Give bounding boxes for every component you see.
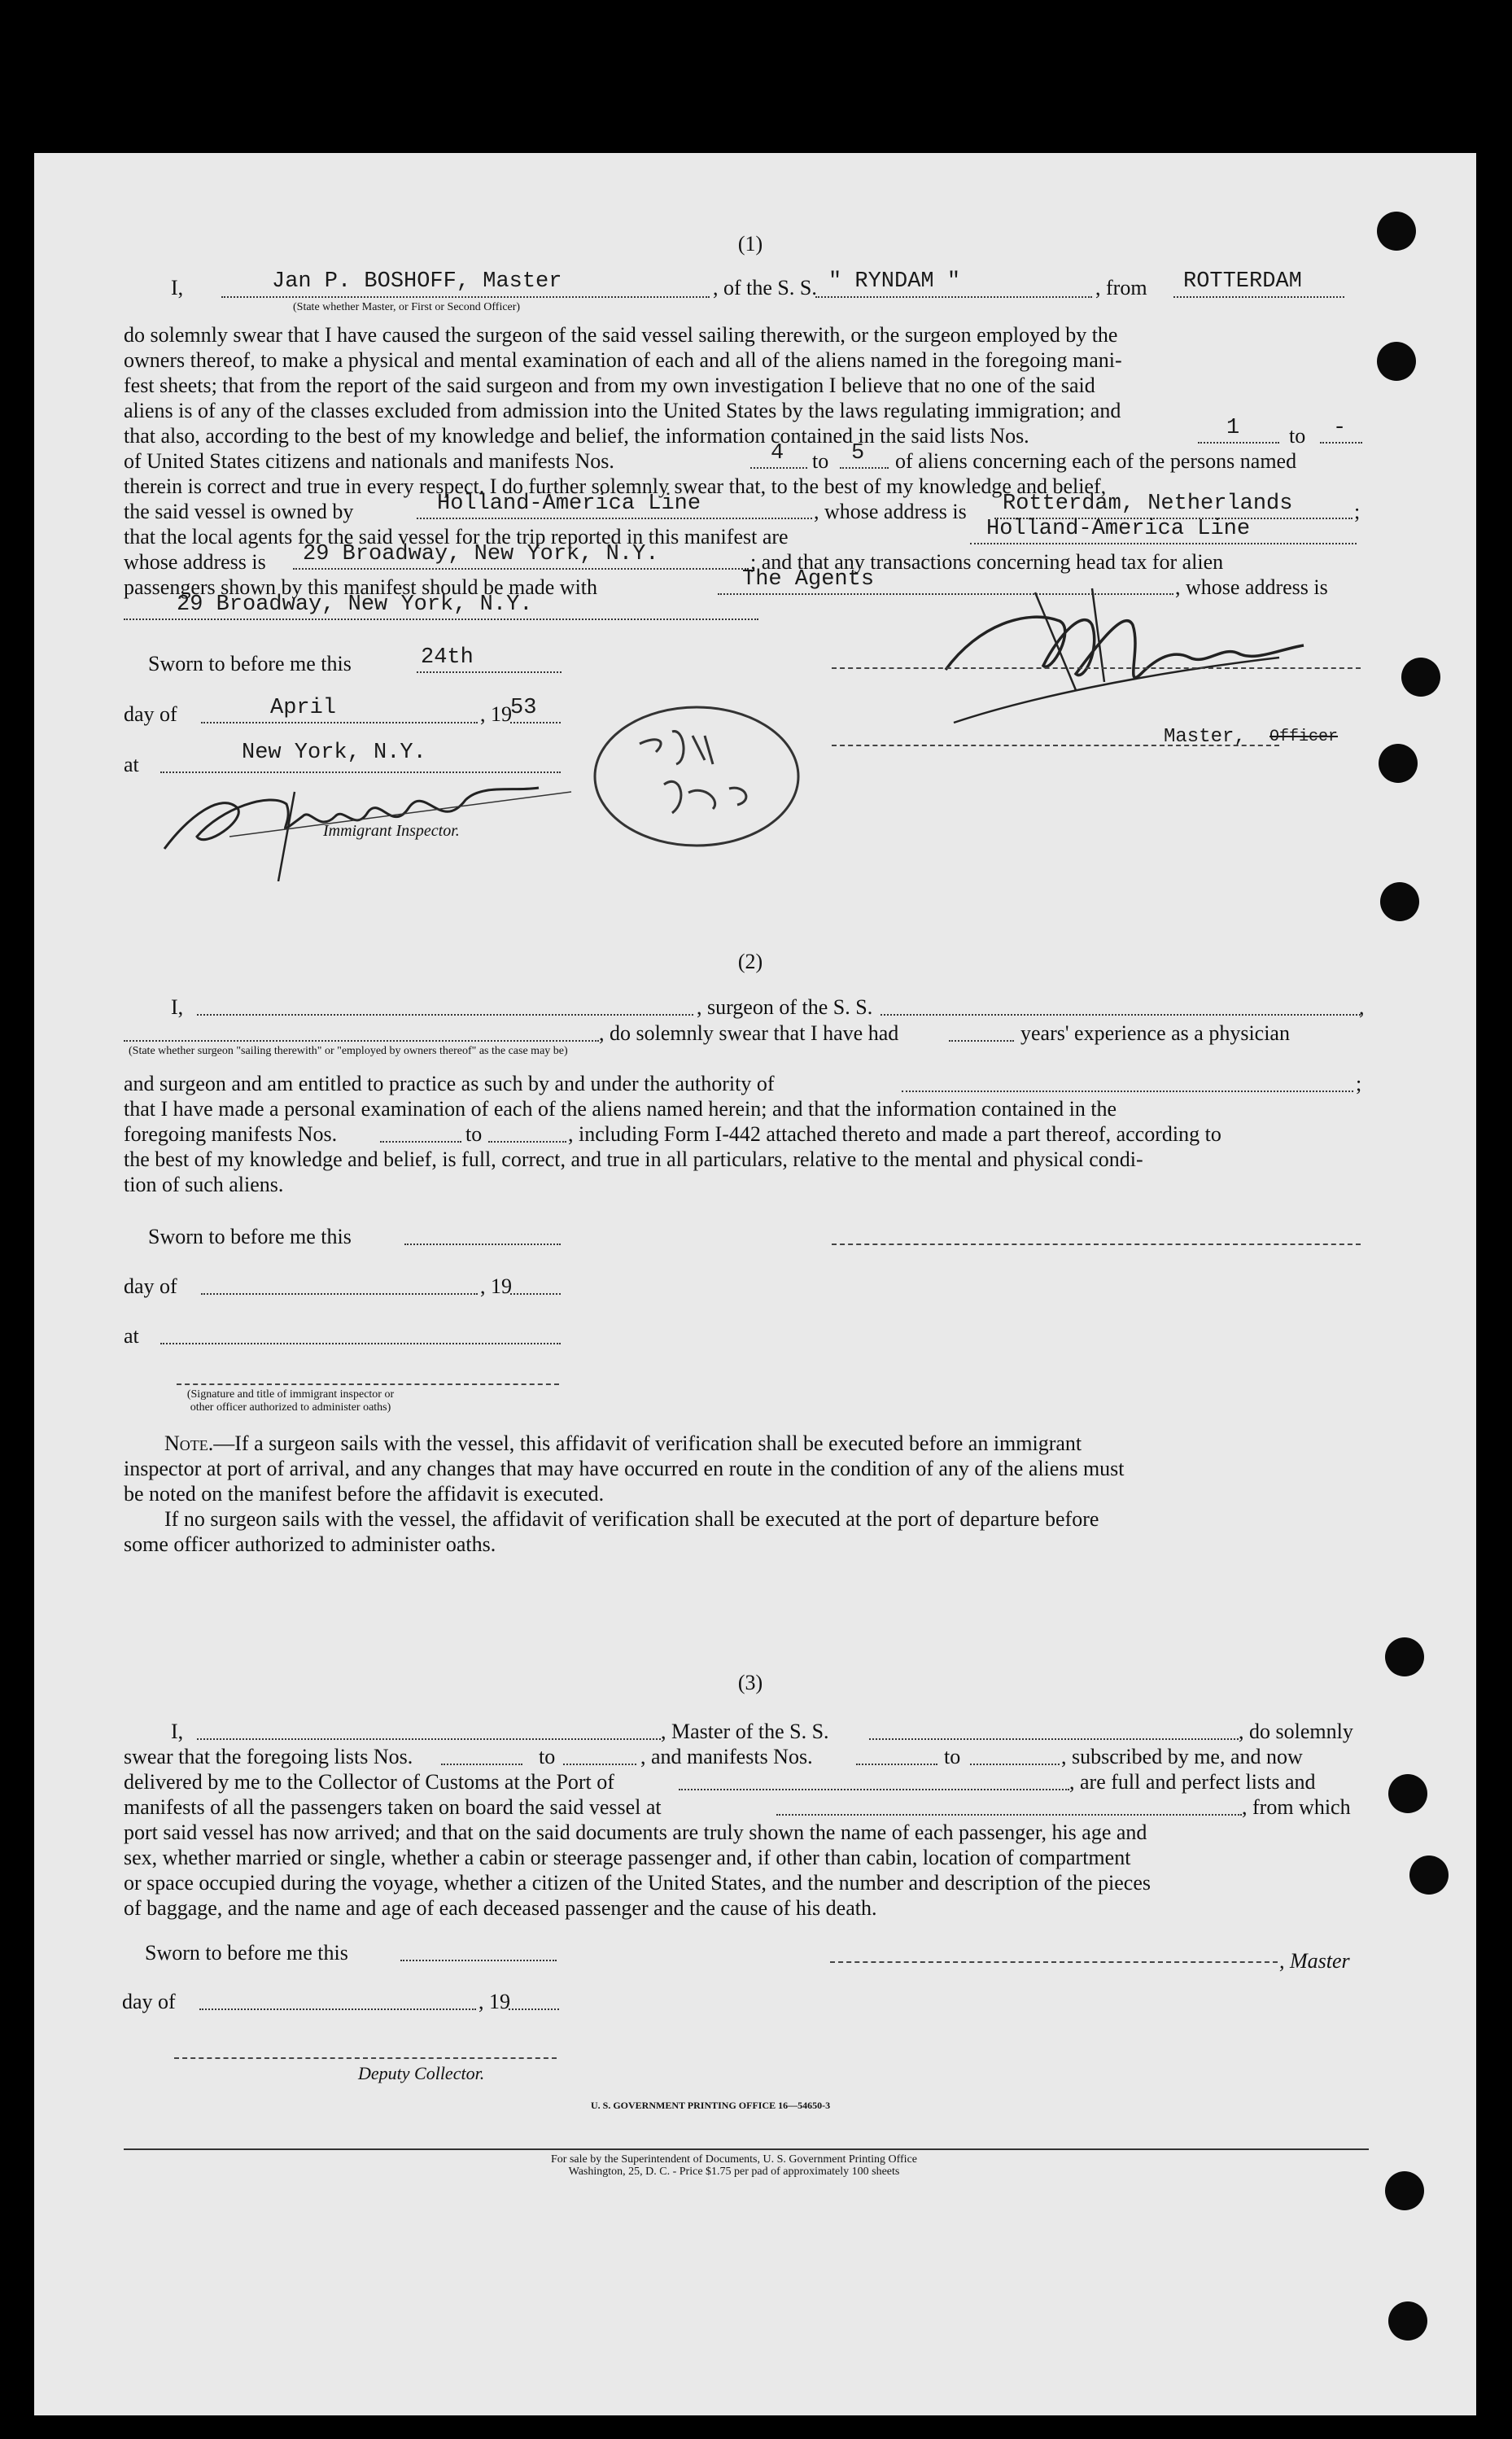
- day-of-label-2: day of: [124, 1274, 177, 1298]
- surgeon-of-label: , surgeon of the S. S.: [697, 995, 873, 1019]
- surgeon-status-line: [124, 1040, 599, 1042]
- inspection-stamp: [591, 703, 802, 850]
- lists-from-line-3: [441, 1764, 522, 1765]
- payee-address-value: 29 Broadway, New York, N.Y.: [177, 592, 533, 617]
- master-vessel-line-3: [869, 1738, 1239, 1740]
- footer-rule: [124, 2148, 1369, 2150]
- binder-hole: [1388, 2301, 1427, 2341]
- manifests-to-label-3: to: [944, 1745, 961, 1768]
- year-value: 53: [510, 696, 537, 720]
- body-line: that I have made a personal examination of each of the aliens named herein; and that the information contained in the: [124, 1097, 1117, 1121]
- knowledge-text: the best of my knowledge and belief, is full, correct, and true in all particulars, relative to the mental and physical condi-: [124, 1147, 1143, 1171]
- years-tail-text: years' experience as a physician: [1020, 1021, 1290, 1045]
- section-3-i: I,: [171, 1720, 184, 1743]
- state-master-note: (State whether Master, or First or Second Officer): [293, 301, 521, 313]
- comma: ,: [1359, 995, 1365, 1019]
- year-prefix-1: , 19: [480, 702, 512, 726]
- manifests-from-line-3: [856, 1764, 937, 1765]
- master-name-line-3: [197, 1738, 661, 1740]
- years-line: [949, 1040, 1014, 1042]
- officer-signature-line: [177, 1383, 559, 1385]
- payment-label: passengers shown by this manifest should be made with: [124, 575, 598, 599]
- surgeon-vessel-line: [881, 1014, 1361, 1016]
- agents-address-value: 29 Broadway, New York, N.Y.: [303, 542, 659, 566]
- note-line: inspector at port of arrival, and any changes that may have occurred en route in the condition of any of the aliens must: [124, 1457, 1125, 1480]
- note-line: be noted on the manifest before the affidavit is executed.: [124, 1482, 605, 1506]
- owned-by-label: the said vessel is owned by: [124, 500, 354, 523]
- manifests-nos-from-line: [380, 1141, 461, 1143]
- sale-line-2: Washington, 25, D. C. - Price $1.75 per pad of approximately 100 sheets: [568, 2166, 900, 2178]
- binder-hole: [1388, 1774, 1427, 1813]
- master-title-struck: Officer: [1269, 728, 1339, 746]
- binder-hole: [1379, 744, 1418, 783]
- document-page: [34, 153, 1476, 2415]
- manifests-nos-to-label: to: [465, 1122, 483, 1146]
- master-signature: [929, 576, 1320, 731]
- surgeon-status-note: (State whether surgeon "sailing therewith" or "employed by owners thereof" as the case may be): [129, 1045, 568, 1057]
- body-line: port said vessel has now arrived; and that on the said documents are truly shown the name of each passenger, his age and: [124, 1821, 1147, 1844]
- sworn-day-value: 24th: [421, 645, 474, 670]
- manifests-from-line: [750, 467, 807, 469]
- sworn-label-1: Sworn to before me this: [148, 652, 352, 675]
- body-line: sex, whether married or single, whether a cabin or steerage passenger and, if other than cabin, location of compartment: [124, 1846, 1131, 1869]
- section-1-number: (1): [737, 232, 763, 256]
- section-1-i: I,: [171, 276, 184, 299]
- local-agents-label: that the local agents for the said vessel for the trip reported in this manifest are: [124, 525, 789, 549]
- agents-value: Holland-America Line: [986, 517, 1251, 541]
- taken-on-board-label: manifests of all the passengers taken on board the said vessel at: [124, 1795, 662, 1819]
- body-line: fest sheets; that from the report of the said surgeon and from my own investigation I believe that no one of the said: [124, 374, 1095, 397]
- place-line-2: [160, 1343, 561, 1344]
- master-signature-line-3: [830, 1961, 1278, 1963]
- sworn-day-line: [417, 671, 562, 673]
- section-3-number: (3): [737, 1671, 763, 1694]
- lists-from-value: 1: [1226, 416, 1240, 440]
- payee-address-line: [124, 618, 758, 620]
- year-line-3: [509, 2008, 559, 2010]
- section-2-number: (2): [737, 950, 763, 973]
- binder-hole: [1385, 1637, 1424, 1676]
- vessel-name-line: [815, 296, 1092, 298]
- lists-nos-text: that also, according to the best of my knowledge and belief, the information contained in the said lists Nos.: [124, 424, 1029, 448]
- at-label-1: at: [124, 753, 139, 776]
- full-perfect-label: , are full and perfect lists and: [1069, 1770, 1316, 1794]
- month-line: [201, 722, 478, 723]
- inspector-label: Immigrant Inspector.: [323, 822, 460, 840]
- manifests-to-line-3: [970, 1764, 1060, 1765]
- port-from-value: ROTTERDAM: [1183, 269, 1302, 294]
- collector-port-line: [679, 1789, 1069, 1790]
- section-1-body: [124, 322, 1364, 423]
- agents-line: [970, 543, 1357, 544]
- payee-value: The Agents: [742, 567, 875, 592]
- head-tax-text: ; and that any transactions concerning head tax for alien: [750, 550, 1224, 574]
- correct-true-text: therein is correct and true in every respect. I do further solemnly swear that, to the best of my knowledge and belief,: [124, 474, 1107, 498]
- departure-port-line: [776, 1814, 1242, 1816]
- note-line: —If a surgeon sails with the vessel, this affidavit of verification shall be executed before an immigrant: [213, 1431, 1082, 1455]
- payee-address-label: , whose address is: [1175, 575, 1328, 599]
- subscribed-label: , subscribed by me, and now: [1061, 1745, 1303, 1768]
- at-label-2: at: [124, 1324, 139, 1348]
- years-experience-text: , do solemnly swear that I have had: [599, 1021, 899, 1045]
- of-ss-label: , of the S. S.: [713, 276, 817, 299]
- year-prefix-2: , 19: [480, 1274, 512, 1298]
- semicolon: ;: [1356, 1072, 1362, 1095]
- vessel-name-value: " RYNDAM ": [828, 269, 961, 294]
- authority-text: and surgeon and am entitled to practice as such by and under the authority of: [124, 1072, 775, 1095]
- note-line: some officer authorized to administer oaths.: [124, 1532, 496, 1556]
- owner-value: Holland-America Line: [437, 492, 701, 516]
- note-block: [124, 1431, 1364, 1557]
- month-value: April: [270, 696, 337, 720]
- manifests-to-value: 5: [851, 441, 865, 466]
- lists-to-value: -: [1333, 416, 1347, 440]
- semicolon: ;: [1354, 500, 1361, 523]
- body-line: aliens is of any of the classes excluded from admission into the United States by the laws regulating immigration; and: [124, 399, 1121, 422]
- lists-to-line-3: [563, 1764, 636, 1765]
- body-line: of baggage, and the name and age of each deceased passenger and the cause of his death.: [124, 1896, 877, 1920]
- lists-from-line: [1198, 442, 1279, 444]
- lists-to-label: to: [1289, 424, 1306, 448]
- sworn-day-line-3: [400, 1960, 557, 1961]
- binder-hole: [1377, 212, 1416, 251]
- swear-lists-label: swear that the foregoing lists Nos.: [124, 1745, 413, 1768]
- manifests-text: of United States citizens and nationals and manifests Nos.: [124, 449, 614, 473]
- sale-line-1: For sale by the Superintendent of Documents, U. S. Government Printing Office: [551, 2153, 917, 2166]
- binder-hole: [1385, 2171, 1424, 2210]
- place-value: New York, N.Y.: [242, 741, 426, 765]
- body-line: or space occupied during the voyage, whether a citizen of the United States, and the number and description of the pieces: [124, 1871, 1151, 1895]
- sworn-label-3: Sworn to before me this: [145, 1941, 348, 1965]
- master-signature-line: [832, 667, 1361, 669]
- collector-port-label: delivered by me to the Collector of Customs at the Port of: [124, 1770, 614, 1794]
- deputy-signature-line: [174, 2057, 557, 2059]
- examination-text: [124, 1096, 1364, 1121]
- from-label: , from: [1095, 276, 1147, 299]
- surgeon-name-line: [197, 1014, 693, 1016]
- year-prefix-3: , 19: [479, 1990, 510, 2013]
- day-of-label-3: day of: [122, 1990, 176, 2013]
- whose-address-label: whose address is: [124, 550, 266, 574]
- owner-line: [417, 518, 812, 519]
- day-of-label-1: day of: [124, 702, 177, 726]
- manifests-to-line: [840, 467, 889, 469]
- binder-hole: [1401, 658, 1440, 697]
- section-3-body: [124, 1820, 1364, 1921]
- surgeon-signature-line: [832, 1244, 1361, 1245]
- note-line: If no surgeon sails with the vessel, the affidavit of verification shall be executed at the port of departure before: [164, 1507, 1099, 1531]
- owner-address-label: , whose address is: [814, 500, 967, 523]
- lists-to-line: [1320, 442, 1362, 444]
- owner-address-value: Rotterdam, Netherlands: [1003, 492, 1293, 516]
- body-line: owners thereof, to make a physical and mental examination of each and all of the aliens named in the foregoing mani-: [124, 348, 1122, 372]
- section-2-i: I,: [171, 995, 184, 1019]
- master-name-value: Jan P. BOSHOFF, Master: [272, 269, 562, 294]
- binder-hole: [1409, 1855, 1449, 1895]
- sworn-label-2: Sworn to before me this: [148, 1225, 352, 1248]
- manifests-from-value: 4: [771, 441, 784, 466]
- month-line-3: [199, 2008, 476, 2010]
- binder-hole: [1380, 882, 1419, 921]
- officer-signature-note: (Signature and title of immigrant inspector or other officer authorized to administer oaths): [186, 1388, 395, 1414]
- master-title-value: Master,: [1164, 726, 1246, 748]
- form-i442-text: , including Form I-442 attached thereto and made a part thereof, according to: [568, 1122, 1221, 1146]
- from-which-label: , from which: [1242, 1795, 1351, 1819]
- sworn-day-line-2: [404, 1244, 561, 1245]
- year-line-2: [510, 1293, 561, 1295]
- year-line: [510, 722, 561, 723]
- do-solemnly-label: , do solemnly: [1239, 1720, 1353, 1743]
- agents-address-line: [293, 568, 749, 570]
- body-line: do solemnly swear that I have caused the surgeon of the said vessel sailing therewith, or the surgeon employed by the: [124, 323, 1118, 347]
- foregoing-manifests-label: foregoing manifests Nos.: [124, 1122, 338, 1146]
- master-name-line: [221, 296, 710, 298]
- gpo-imprint: U. S. GOVERNMENT PRINTING OFFICE 16—54650-3: [591, 2100, 831, 2111]
- port-from-line: [1173, 296, 1344, 298]
- note-label: Note.: [164, 1431, 214, 1455]
- binder-hole: [1377, 342, 1416, 381]
- lists-to-label-3: to: [539, 1745, 556, 1768]
- manifests-nos-to-line: [488, 1141, 566, 1143]
- month-line-2: [201, 1293, 478, 1295]
- manifests-to-label: to: [812, 449, 829, 473]
- manifests-nos-label-3: , and manifests Nos.: [640, 1745, 813, 1768]
- aliens-tail-text: of aliens concerning each of the persons named: [895, 449, 1297, 473]
- master-label-3: , Master: [1279, 1949, 1350, 1973]
- master-of-ss-label: , Master of the S. S.: [661, 1720, 829, 1743]
- deputy-collector-label: Deputy Collector.: [358, 2063, 485, 2083]
- condition-text: tion of such aliens.: [124, 1173, 284, 1196]
- authority-line: [902, 1091, 1353, 1092]
